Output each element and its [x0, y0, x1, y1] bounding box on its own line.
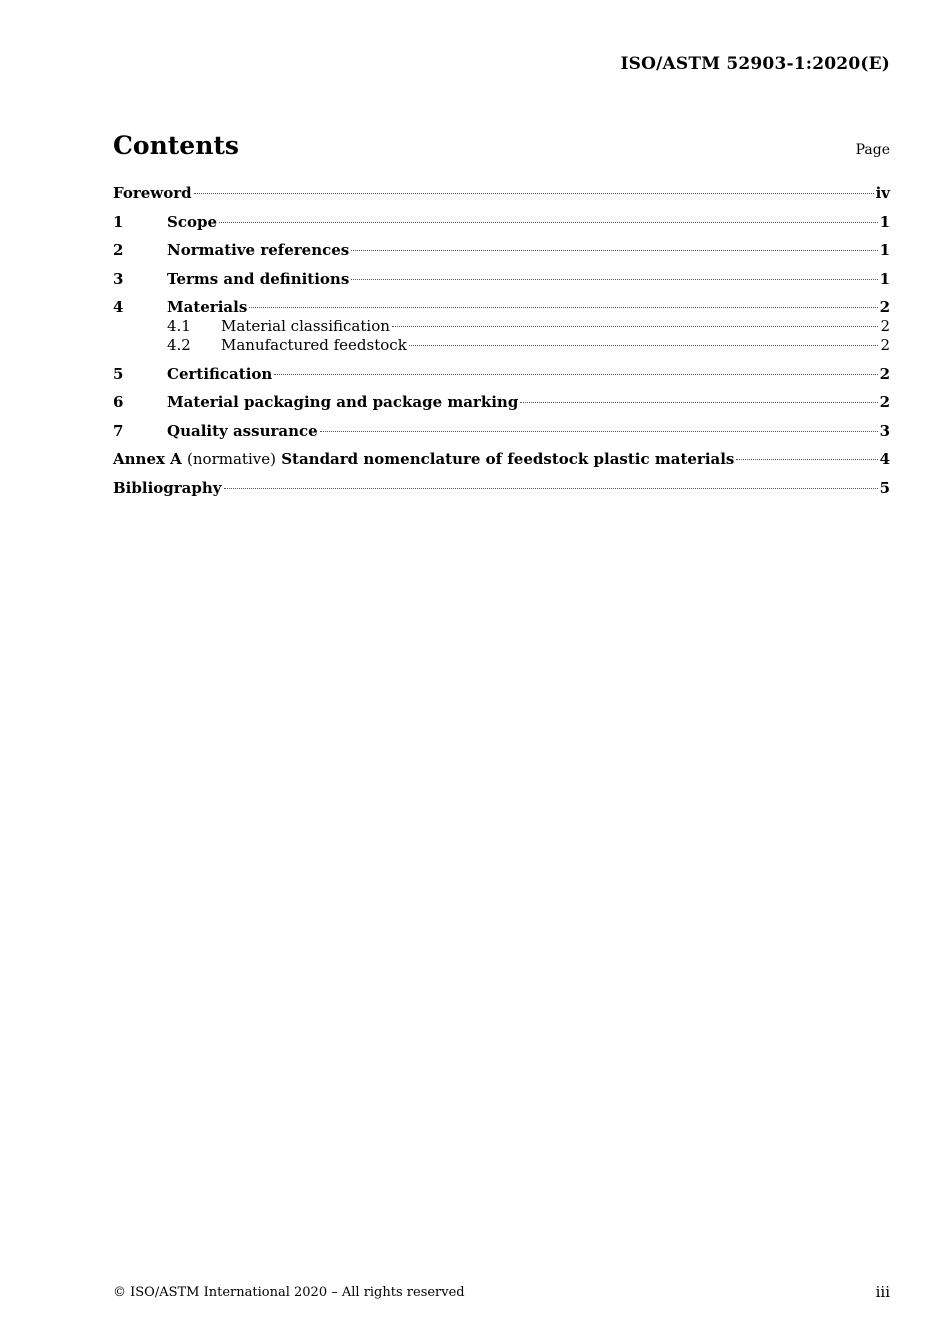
toc-page: 2 — [880, 317, 890, 335]
toc-entry-section-6[interactable] — [113, 393, 890, 412]
toc-page: 2 — [880, 336, 890, 354]
toc-page: 2 — [879, 393, 890, 411]
toc-title: Material classification — [221, 317, 390, 335]
toc-entry-foreword[interactable] — [113, 184, 890, 203]
toc-entry-subsection-4-2[interactable] — [113, 336, 890, 355]
toc-title: Manufactured feedstock — [221, 336, 407, 354]
toc-number: 4.2 — [167, 336, 191, 354]
toc-entry-section-5[interactable] — [113, 365, 890, 384]
toc-page: 3 — [879, 421, 890, 440]
toc-title: Terms and definitions — [167, 269, 350, 288]
page-column-label: Page — [855, 142, 890, 158]
dot-leader — [194, 193, 874, 194]
toc-title: Material packaging and package marking — [167, 393, 519, 411]
toc-entry-section-7[interactable] — [113, 422, 890, 441]
dot-leader — [224, 488, 878, 489]
toc-title: Materials — [167, 298, 248, 316]
toc-title: Bibliography — [113, 478, 222, 497]
toc-page: 1 — [879, 241, 890, 259]
document-reference: ISO/ASTM 52903-1:2020(E) — [620, 54, 890, 74]
dot-leader — [219, 222, 878, 223]
dot-leader — [392, 326, 879, 327]
toc-page: 1 — [879, 269, 890, 288]
toc-number: 5 — [113, 364, 124, 383]
toc-title: Normative references — [167, 241, 350, 259]
toc-page: 5 — [879, 478, 890, 497]
annex-label: Annex A — [113, 450, 182, 468]
annex-type: (normative) — [187, 450, 276, 468]
toc-page: iv — [875, 184, 890, 202]
toc-entry-section-3[interactable] — [113, 270, 890, 289]
toc-title — [113, 450, 734, 469]
dot-leader — [274, 374, 877, 375]
dot-leader — [409, 345, 879, 346]
toc-entry-annex-a[interactable] — [113, 450, 890, 469]
footer-copyright: © ISO/ASTM International 2020 – All rights reserved — [113, 1285, 465, 1300]
dot-leader — [351, 279, 877, 280]
toc-number: 4.1 — [167, 317, 191, 335]
toc-number: 6 — [113, 393, 124, 411]
toc-title: Scope — [167, 212, 218, 231]
table-of-contents — [113, 184, 890, 507]
toc-entry-section-4[interactable] — [113, 298, 890, 317]
toc-page: 2 — [879, 364, 890, 383]
toc-number: 2 — [113, 241, 124, 259]
dot-leader — [736, 459, 877, 460]
dot-leader — [520, 402, 877, 403]
contents-title: Contents — [113, 131, 240, 160]
toc-entry-section-2[interactable] — [113, 241, 890, 260]
toc-title: Certification — [167, 364, 273, 383]
toc-number: 7 — [113, 421, 124, 440]
dot-leader — [249, 307, 877, 308]
footer-page-number: iii — [875, 1283, 890, 1301]
dot-leader — [320, 431, 878, 432]
toc-number: 3 — [113, 269, 124, 288]
toc-title: Foreword — [113, 184, 192, 202]
dot-leader — [351, 250, 877, 251]
annex-title: Standard nomenclature of feedstock plastic materials — [281, 450, 735, 468]
toc-page: 1 — [879, 212, 890, 231]
toc-number: 1 — [113, 212, 124, 231]
toc-entry-section-1[interactable] — [113, 213, 890, 232]
toc-page: 2 — [879, 298, 890, 316]
toc-number: 4 — [113, 298, 124, 316]
toc-title: Quality assurance — [167, 421, 318, 440]
toc-page: 4 — [879, 450, 890, 468]
toc-entry-bibliography[interactable] — [113, 479, 890, 498]
toc-entry-subsection-4-1[interactable] — [113, 317, 890, 336]
